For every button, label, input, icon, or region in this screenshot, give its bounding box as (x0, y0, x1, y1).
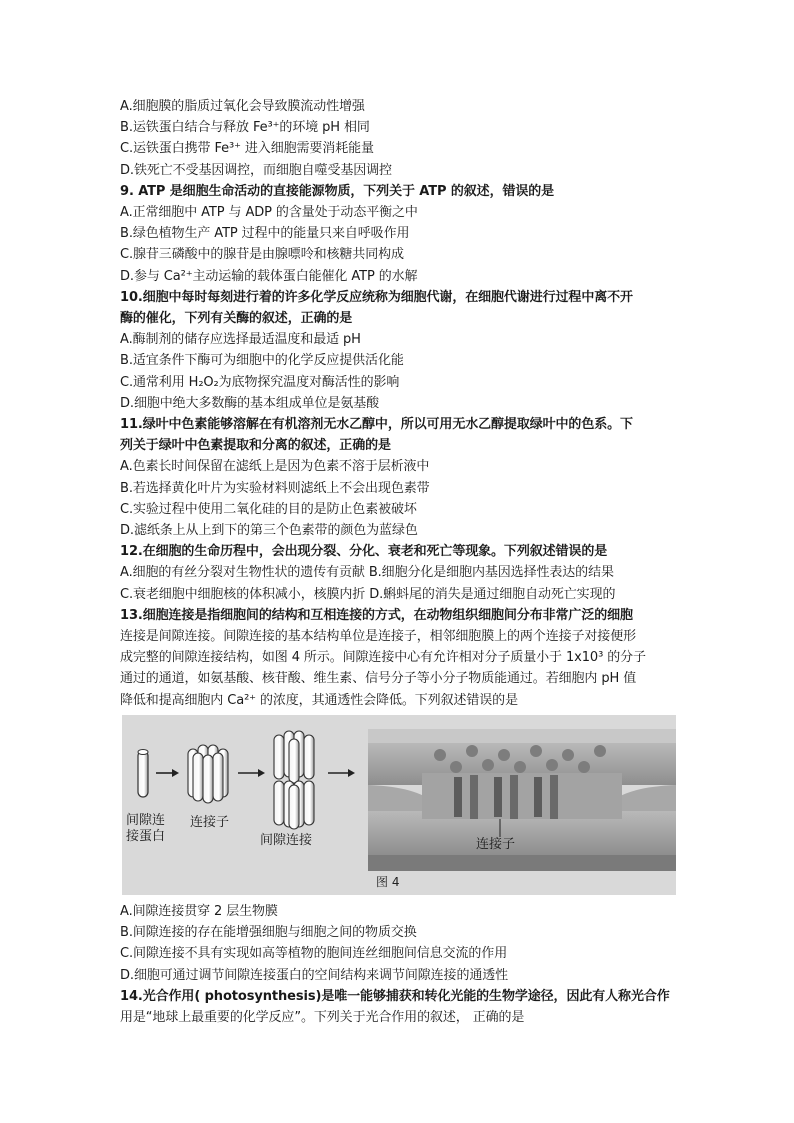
q9-option-a: A.正常细胞中 ATP 与 ADP 的含量处于动态平衡之中 (120, 205, 418, 221)
q13-option-b: B.间隙连接的存在能增强细胞与细胞之间的物质交换 (120, 925, 417, 941)
q11-stem-line: 11.绿叶中色素能够溶解在有机溶剂无水乙醇中，所以可用无水乙醇提取绿叶中的色系。下 (120, 417, 633, 433)
question-12 (120, 541, 680, 605)
q9-stem: 9. ATP 是细胞生命活动的直接能源物质，下列关于 ATP 的叙述，错误的是 (120, 183, 555, 199)
q12-stem: 12.在细胞的生命历程中，会出现分裂、分化、衰老和死亡等现象。下列叙述错误的是 (120, 544, 608, 560)
arrow-right-icon (328, 769, 355, 777)
label-connexin-line-1: 间隙连 (126, 812, 166, 828)
question-10 (120, 287, 680, 414)
gap-junction-icon (274, 731, 314, 829)
q10-option-a: A.酶制剂的储存应选择最适温度和最适 pH (120, 332, 361, 348)
question-8-options (120, 96, 680, 181)
label-connexon: 连接子 (190, 814, 230, 830)
q14-stem-line: 用是“地球上最重要的化学反应”。下列关于光合作用的叙述， 正确的是 (120, 1009, 525, 1025)
label-connexin-protein (126, 813, 165, 845)
q10-stem-line: 酶的催化，下列有关酶的叙述，正确的是 (120, 311, 353, 327)
q11-option-d: D.滤纸条上从上到下的第三个色素带的颜色为蓝绿色 (120, 523, 418, 539)
question-9 (120, 181, 680, 287)
connexon-icon (188, 745, 228, 803)
exam-page (120, 96, 680, 1028)
q8-option-c: C.运铁蛋白携带 Fe³⁺ 进入细胞需要消耗能量 (120, 141, 374, 157)
gap-junction-diagram (122, 715, 676, 895)
q12-options-cd: C.衰老细胞中细胞核的体积减小，核膜内折 D.蝌蚪尾的消失是通过细胞自动死亡实现的 (120, 586, 616, 602)
q11-option-b: B.若选择黄化叶片为实验材料则滤纸上不会出现色素带 (120, 480, 430, 496)
q9-option-b: B.绿色植物生产 ATP 过程中的能量只来自呼吸作用 (120, 226, 410, 242)
arrow-right-icon (238, 769, 265, 777)
q8-option-b: B.运铁蛋白结合与释放 Fe³⁺的环境 pH 相同 (120, 120, 370, 136)
arrow-right-icon (156, 769, 179, 777)
q11-option-c: C.实验过程中使用二氧化硅的目的是防止色素被破坏 (120, 501, 417, 517)
label-connexon-right: 连接子 (476, 836, 516, 852)
q10-option-b: B.适宜条件下酶可为细胞中的化学反应提供活化能 (120, 353, 404, 369)
q9-option-d: D.参与 Ca²⁺主动运输的载体蛋白能催化 ATP 的水解 (120, 268, 418, 284)
q10-option-c: C.通常利用 H₂O₂为底物探究温度对酶活性的影响 (120, 374, 400, 390)
question-14 (120, 986, 680, 1028)
q9-option-c: C.腺苷三磷酸中的腺苷是由腺嘌呤和核糖共同构成 (120, 247, 404, 263)
q8-option-d: D.铁死亡不受基因调控，而细胞自噬受基因调控 (120, 162, 392, 178)
q13-option-a: A.间隙连接贯穿 2 层生物膜 (120, 903, 278, 919)
q13-stem-line: 通过的通道，如氨基酸、核苷酸、维生素、信号分子等小分子物质能通过。若细胞内 pH 值 (120, 671, 637, 687)
gap-junction-figure (122, 715, 676, 895)
q13-option-d: D.细胞可通过调节间隙连接蛋白的空间结构来调节间隙连接的通透性 (120, 967, 509, 983)
q10-stem-line: 10.细胞中每时每刻进行着的许多化学反应统称为细胞代谢，在细胞代谢进行过程中离不开 (120, 289, 633, 305)
q13-stem-line: 13.细胞连接是指细胞间的结构和互相连接的方式，在动物组织细胞间分布非常广泛的细胞 (120, 607, 633, 623)
q11-option-a: A.色素长时间保留在滤纸上是因为色素不溶于层析液中 (120, 459, 430, 475)
question-11 (120, 414, 680, 541)
label-connexin-line-2: 接蛋白 (126, 828, 166, 844)
q11-stem-line: 列关于绿叶中色素提取和分离的叙述，正确的是 (120, 438, 391, 454)
q8-option-a: A.细胞膜的脂质过氧化会导致膜流动性增强 (120, 99, 365, 114)
q14-stem-line: 14.光合作用( photosynthesis)是唯一能够捕获和转化光能的生物学途径，因此有人称光合作 (120, 988, 670, 1004)
cell-membranes-illustration (368, 729, 676, 871)
q10-option-d: D.细胞中绝大多数酶的基本组成单位是氨基酸 (120, 395, 380, 411)
q13-stem-line: 连接是间隙连接。间隙连接的基本结构单位是连接子，相邻细胞膜上的两个连接子对接便形 (120, 629, 637, 645)
q12-options-ab: A.细胞的有丝分裂对生物性状的遗传有贡献 B.细胞分化是细胞内基因选择性表达的结果 (120, 565, 614, 581)
connexin-protein-icon (138, 749, 148, 797)
q13-stem-line: 成完整的间隙连接结构，如图 4 所示。间隙连接中心有允许相对分子质量小于 1x10³ 的分子 (120, 650, 646, 666)
q13-option-c: C.间隙连接不具有实现如高等植物的胞间连丝细胞间信息交流的作用 (120, 946, 508, 962)
question-13 (120, 605, 680, 986)
figure-caption: 图 4 (376, 874, 400, 889)
q13-stem-line: 降低和提高细胞内 Ca²⁺ 的浓度，其通透性会降低。下列叙述错误的是 (120, 692, 518, 708)
label-gap-junction: 间隙连接 (260, 832, 313, 848)
